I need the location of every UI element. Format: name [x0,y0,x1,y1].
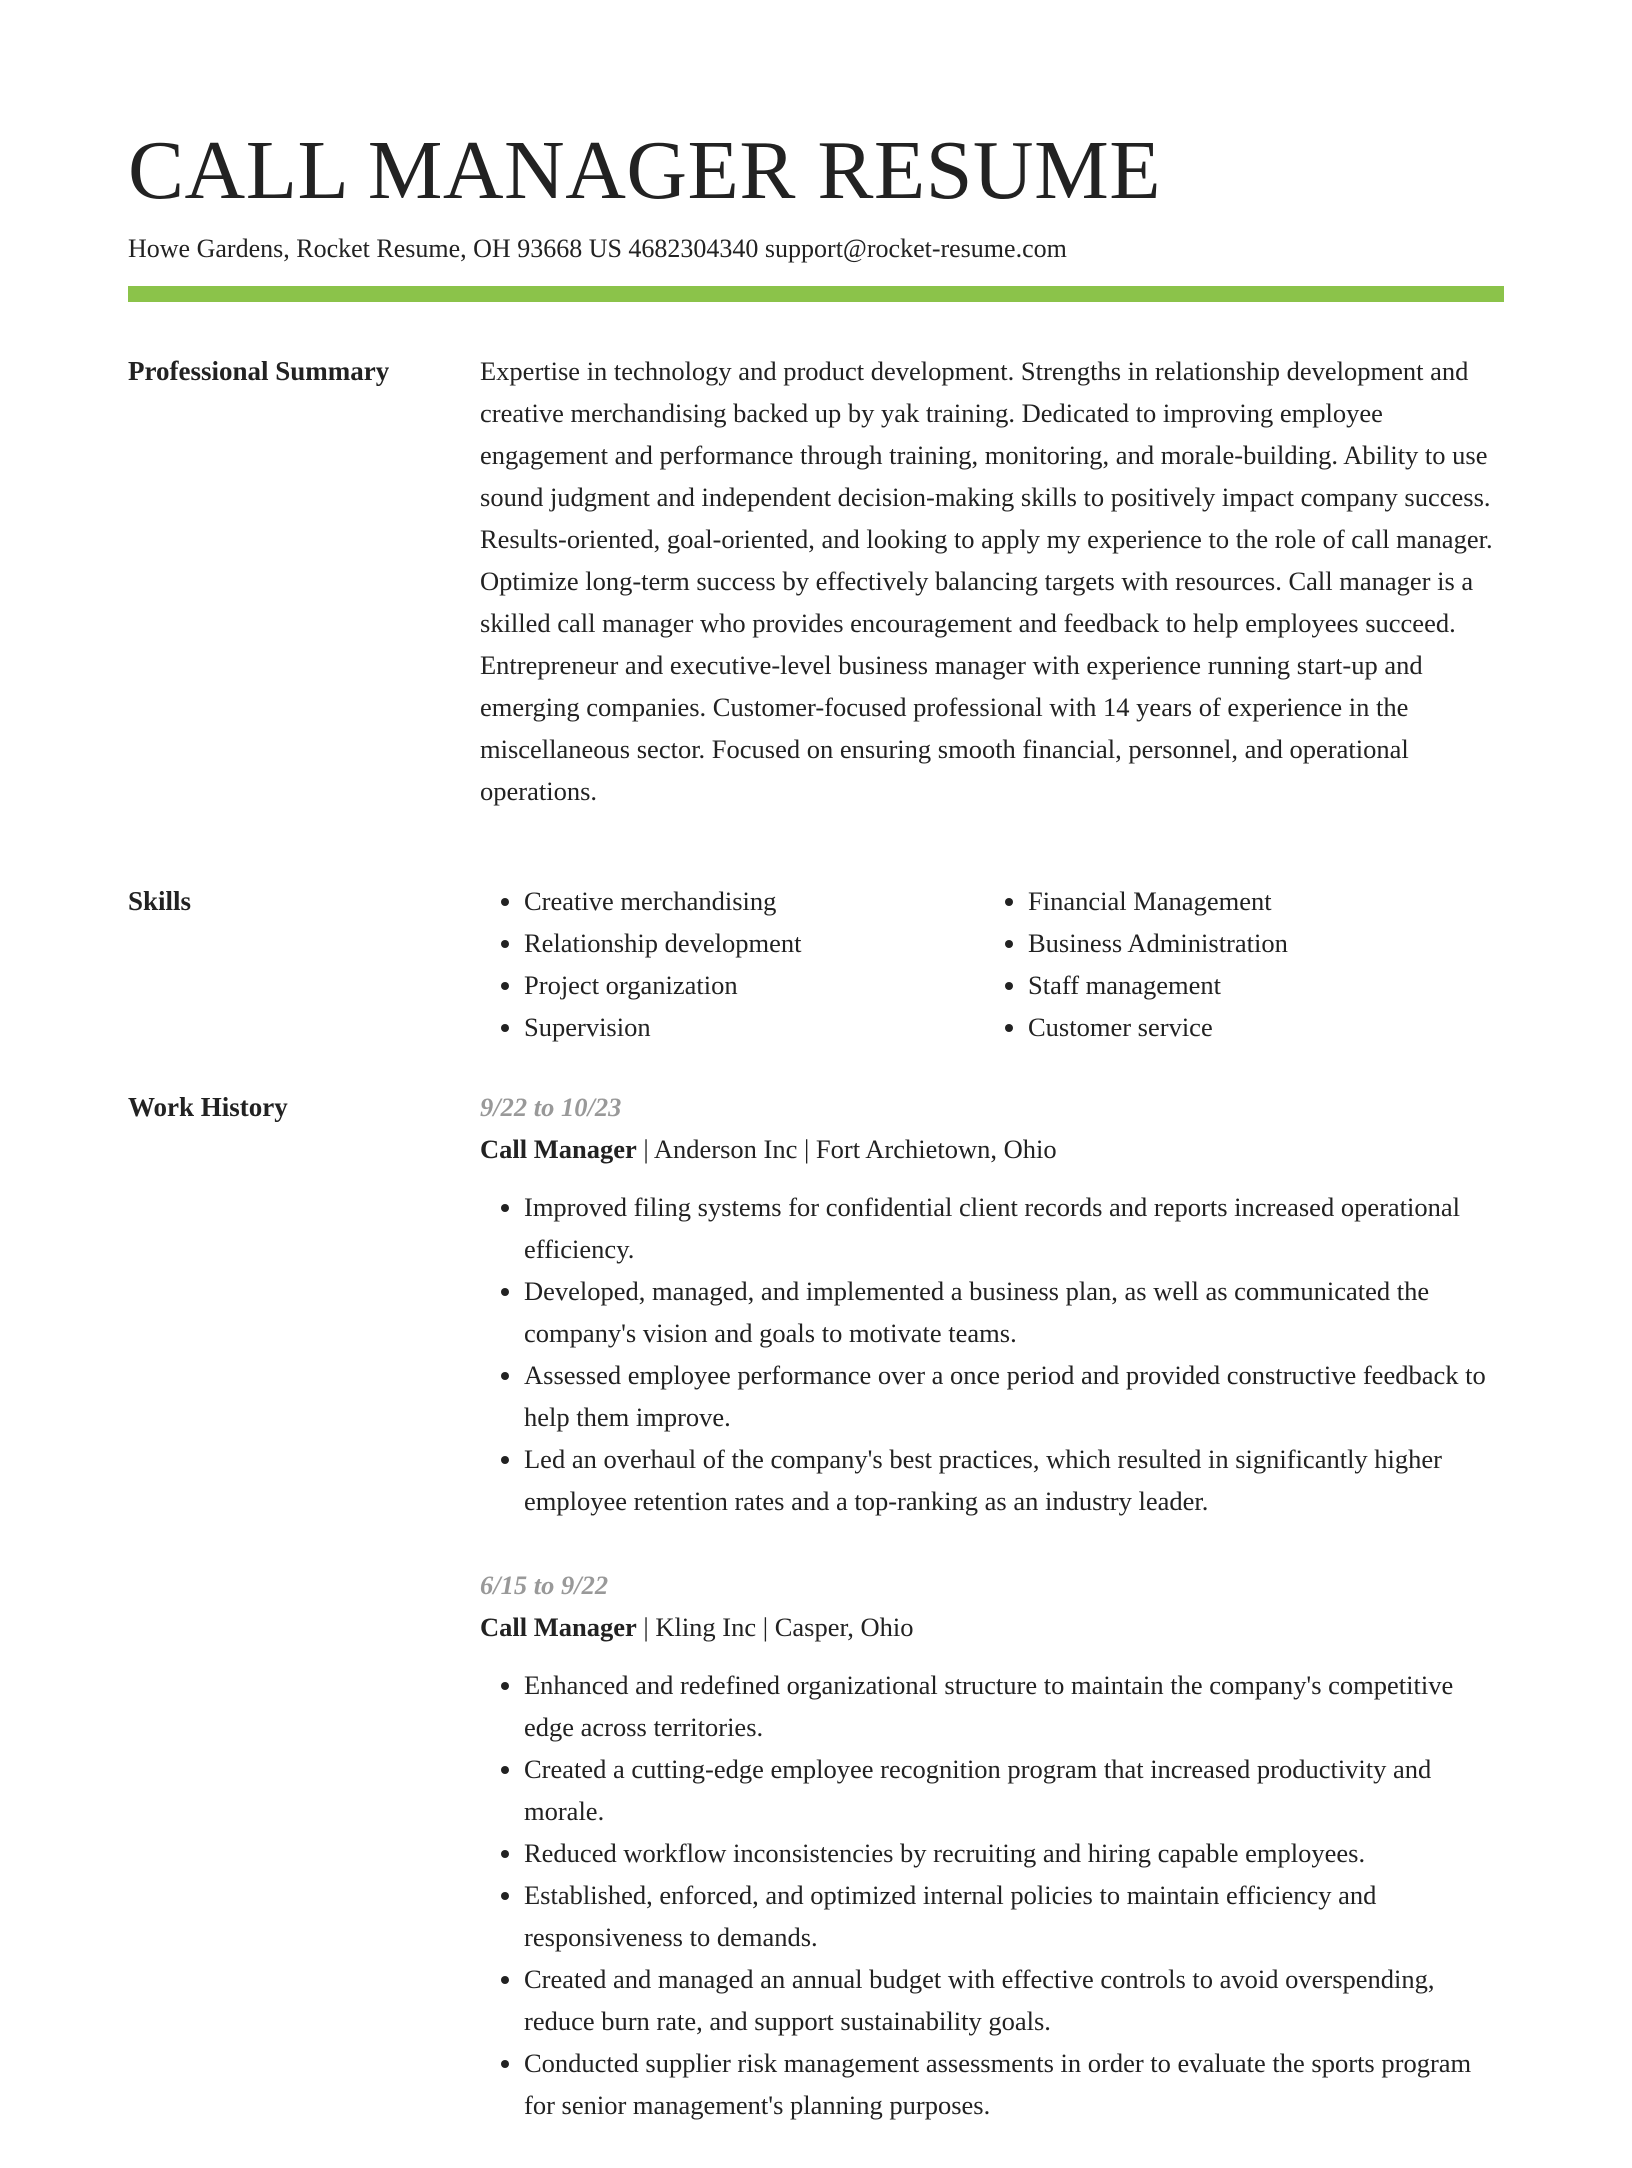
job-bullet-list [480,1664,1504,2126]
work-history-body [480,1086,1504,2168]
job-bullet: • Improved filing systems for confidential client records and reports increased operational efficiency. [524,1186,1504,1270]
summary-body [480,350,1504,812]
skill-item: • Supervision [524,1006,984,1048]
job-bullet: • Enhanced and redefined organizational structure to maintain the company's competitive edge across territories. [524,1664,1504,1748]
job-bullet: • Reduced workflow inconsistencies by recruiting and hiring capable employees. [524,1832,1504,1874]
job-bullet: • Developed, managed, and implemented a business plan, as well as communicated the company's vision and goals to motivate teams. [524,1270,1504,1354]
job-title: Call Manager [480,1134,637,1164]
skill-item: • Business Administration [1028,922,1488,964]
job-bullet: • Created a cutting-edge employee recognition program that increased productivity and morale. [524,1748,1504,1832]
job-dates: 9/22 to 10/23 [480,1092,622,1122]
summary-label: Professional Summary [128,356,390,386]
summary-text: Expertise in technology and product development. Strengths in relationship development and creative merchandising backed up by yak training. Dedicated to improving employee engagement and performance through training, monitoring, and morale-building. Ability to use sound judgment and independent decision-making skills to positively impact company success. Results-oriented, goal-oriented, and looking to apply my experience to the role of call manager. Optimize long-term success by effectively balancing targets with resources. Call manager is a skilled call manager who provides encouragement and feedback to help employees succeed. Entrepreneur and executive-level business manager with experience running start-up and emerging companies. Customer-focused professional with 14 years of experience in the miscellaneous sector. Focused on ensuring smooth financial, personnel, and operational operations. [480,356,1493,806]
skills-list-right [984,880,1488,1048]
resume-title: CALL MANAGER RESUME [128,124,1162,217]
job-entry [480,1564,1504,2126]
accent-divider [128,286,1504,302]
job-entry [480,1086,1504,1522]
job-company-location: | Kling Inc | Casper, Ohio [636,1612,914,1642]
skill-item: • Relationship development [524,922,984,964]
job-company-location: | Anderson Inc | Fort Archietown, Ohio [636,1134,1057,1164]
skills-label: Skills [128,886,192,916]
skills-list-left [480,880,984,1048]
job-bullet: • Established, enforced, and optimized internal policies to maintain efficiency and responsiveness to demands. [524,1874,1504,1958]
skill-item: • Financial Management [1028,880,1488,922]
job-heading [480,1606,1504,1648]
job-bullet: • Created and managed an annual budget with effective controls to avoid overspending, reduce burn rate, and support sustainability goals. [524,1958,1504,2042]
skill-item: • Creative merchandising [524,880,984,922]
skill-item: • Project organization [524,964,984,1006]
skill-item: • Customer service [1028,1006,1488,1048]
work-history-label: Work History [128,1092,288,1122]
skill-item: • Staff management [1028,964,1488,1006]
job-title: Call Manager [480,1612,637,1642]
job-dates: 6/15 to 9/22 [480,1570,609,1600]
skills-body [480,880,1504,1048]
job-bullet: • Conducted supplier risk management assessments in order to evaluate the sports program for senior management's planning purposes. [524,2042,1504,2126]
contact-info: Howe Gardens, Rocket Resume, OH 93668 US 4682304340 support@rocket-resume.com [128,234,1067,263]
job-bullet: • Assessed employee performance over a once period and provided constructive feedback to help them improve. [524,1354,1504,1438]
job-bullet: • Led an overhaul of the company's best practices, which resulted in significantly higher employee retention rates and a top-ranking as an industry leader. [524,1438,1504,1522]
job-bullet-list [480,1186,1504,1522]
job-heading [480,1128,1504,1170]
